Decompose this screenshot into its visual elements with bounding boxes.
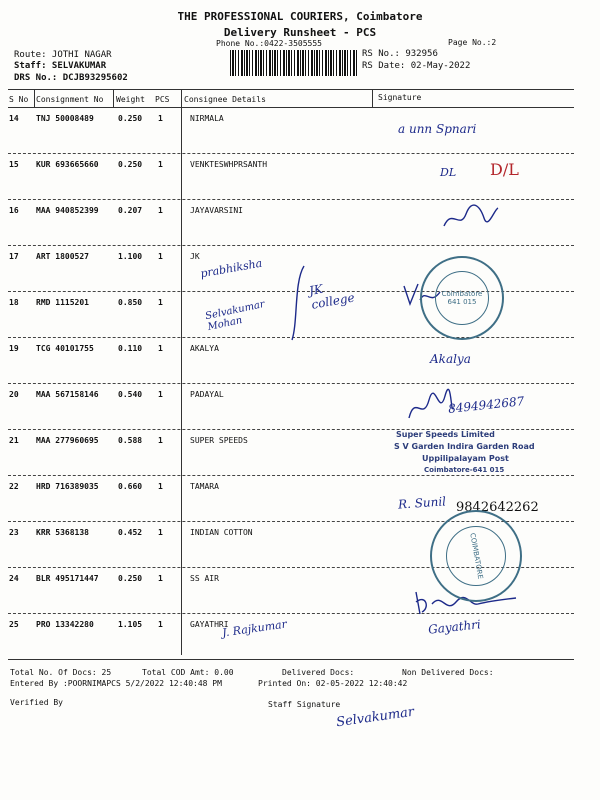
row-divider (8, 475, 574, 476)
row-pcs: 1 (158, 252, 163, 261)
row-sno: 17 (9, 252, 19, 261)
col-header-sno: S No (9, 95, 29, 104)
row-pcs: 1 (158, 620, 163, 629)
row-consignment-no: BLR 495171447 (36, 574, 99, 583)
row-weight: 1.100 (118, 252, 143, 261)
row-sno: 25 (9, 620, 19, 629)
row-consignment-no: ART 1800527 (36, 252, 89, 261)
delivered-docs: Delivered Docs: (282, 668, 355, 677)
handwritten-signature: Gayathri (427, 617, 482, 637)
row-consignee: JK (190, 252, 200, 261)
row-consignment-no: MAA 567158146 (36, 390, 99, 399)
row-consignee: SUPER SPEEDS (190, 436, 248, 445)
company-stamp-line: Uppilipalayam Post (422, 454, 509, 463)
row-pcs: 1 (158, 390, 163, 399)
row-sno: 21 (9, 436, 19, 445)
row-consignment-no: TCG 40101755 (36, 344, 94, 353)
row-consignment-no: MAA 940852399 (36, 206, 99, 215)
row-sno: 16 (9, 206, 19, 215)
col-header-consignment: Consignment No (36, 95, 104, 104)
row-sno: 24 (9, 574, 19, 583)
row-weight: 0.207 (118, 206, 143, 215)
drs-number: DRS No.: DCJB93295602 (14, 73, 128, 83)
row-consignee: AKALYA (190, 344, 219, 353)
row-consignee: JAYAVARSINI (190, 206, 243, 215)
row-weight: 0.250 (118, 160, 143, 169)
row-pcs: 1 (158, 114, 163, 123)
total-cod: Total COD Amt: 0.00 (142, 668, 234, 677)
row-sno: 20 (9, 390, 19, 399)
row-weight: 0.452 (118, 528, 143, 537)
row-sno: 22 (9, 482, 19, 491)
row-weight: 0.588 (118, 436, 143, 445)
col-header-weight: Weight (116, 95, 145, 104)
seal-city: Coimbatore (441, 290, 483, 298)
row-consignment-no: MAA 277960695 (36, 436, 99, 445)
rs-number: RS No.: 932956 (362, 49, 438, 59)
row-divider (8, 245, 574, 246)
row-weight: 0.250 (118, 114, 143, 123)
row-weight: 1.105 (118, 620, 143, 629)
handwritten-phone: 8494942687 (447, 394, 525, 416)
row-pcs: 1 (158, 436, 163, 445)
route-label: Route: JOTHI NAGAR (14, 50, 112, 60)
col-header-consignee: Consignee Details (184, 95, 266, 104)
rs-date: RS Date: 02-May-2022 (362, 61, 471, 71)
stamp-text: COIMBATORE (468, 532, 484, 580)
handwritten-bracket (288, 262, 314, 344)
row-weight: 0.660 (118, 482, 143, 491)
barcode (230, 50, 358, 76)
col-header-signature: Signature (378, 93, 422, 102)
row-pcs: 1 (158, 482, 163, 491)
row-weight: 0.540 (118, 390, 143, 399)
handwritten-note: D/L (490, 160, 519, 179)
row-sno: 15 (9, 160, 19, 169)
row-consignment-no: KUR 693665660 (36, 160, 99, 169)
row-pcs: 1 (158, 574, 163, 583)
company-stamp-line: Super Speeds Limited (396, 430, 495, 439)
row-pcs: 1 (158, 344, 163, 353)
row-weight: 0.850 (118, 298, 143, 307)
total-docs: Total No. Of Docs: 25 (10, 668, 112, 677)
handwritten-signature: a unn Spnari (398, 122, 477, 136)
col-divider (181, 89, 182, 655)
row-divider (8, 153, 574, 154)
table-header-rule (8, 107, 574, 108)
row-pcs: 1 (158, 528, 163, 537)
row-sno: 14 (9, 114, 19, 123)
handwritten-phone: 9842642262 (456, 500, 539, 515)
handwritten-note: DL (440, 166, 457, 179)
college-seal-stamp (420, 256, 504, 340)
company-stamp-line: Coimbatore-641 015 (424, 466, 505, 474)
table-bottom-rule (8, 659, 574, 660)
row-consignment-no: RMD 1115201 (36, 298, 89, 307)
handwritten-note: Selvakumar Mohan (204, 298, 266, 333)
row-consignee: NIRMALA (190, 114, 224, 123)
runsheet-title: Delivery Runsheet - PCS (223, 26, 377, 39)
row-consignee: VENKTESWHPRSANTH (190, 160, 268, 169)
page-number: Page No.:2 (448, 38, 497, 47)
company-stamp-line: S V Garden Indira Garden Road (394, 442, 535, 451)
col-divider (113, 89, 114, 107)
row-consignment-no: TNJ 50008489 (36, 114, 94, 123)
table-top-rule (8, 89, 574, 90)
row-consignee: INDIAN COTTON (190, 528, 253, 537)
row-consignee: GAYATHRI (190, 620, 229, 629)
row-pcs: 1 (158, 160, 163, 169)
printed-on: Printed On: 02-05-2022 12:40:42 (258, 679, 408, 688)
col-divider (372, 89, 373, 107)
row-consignment-no: KRR 5368138 (36, 528, 89, 537)
row-divider (8, 383, 574, 384)
non-delivered-docs: Non Delivered Docs: (402, 668, 494, 677)
signature-scribble (440, 200, 500, 236)
company-title: THE PROFESSIONAL COURIERS, Coimbatore (177, 10, 423, 23)
row-pcs: 1 (158, 298, 163, 307)
row-sno: 19 (9, 344, 19, 353)
row-consignee: SS AIR (190, 574, 219, 583)
col-divider (34, 89, 35, 107)
staff-handwritten-signature: Selvakumar (335, 704, 416, 731)
entered-by: Entered By :POORNIMAPCS 5/2/2022 12:40:48 PM (10, 679, 222, 688)
seal-pin: 641 015 (447, 298, 477, 306)
row-weight: 0.110 (118, 344, 143, 353)
row-consignment-no: HRD 716389035 (36, 482, 99, 491)
row-weight: 0.250 (118, 574, 143, 583)
handwritten-signature: Akalya (430, 352, 471, 366)
row-consignee: TAMARA (190, 482, 219, 491)
col-header-pcs: PCS (155, 95, 170, 104)
handwritten-note: JK college (307, 281, 356, 312)
handwritten-signature: R. Sunil (397, 494, 447, 512)
phone-number: Phone No.:0422-3505555 (216, 39, 322, 48)
row-pcs: 1 (158, 206, 163, 215)
cotton-company-stamp (430, 510, 522, 602)
row-sno: 18 (9, 298, 19, 307)
verified-by: Verified By (10, 698, 63, 707)
row-consignment-no: PRO 13342280 (36, 620, 94, 629)
handwritten-note: prabhiksha (199, 256, 264, 281)
row-consignee: PADAYAL (190, 390, 224, 399)
row-sno: 23 (9, 528, 19, 537)
staff-signature-label: Staff Signature (268, 700, 341, 709)
handwritten-signature: J. Rajkumar (221, 617, 288, 640)
staff-label: Staff: SELVAKUMAR (14, 61, 107, 71)
